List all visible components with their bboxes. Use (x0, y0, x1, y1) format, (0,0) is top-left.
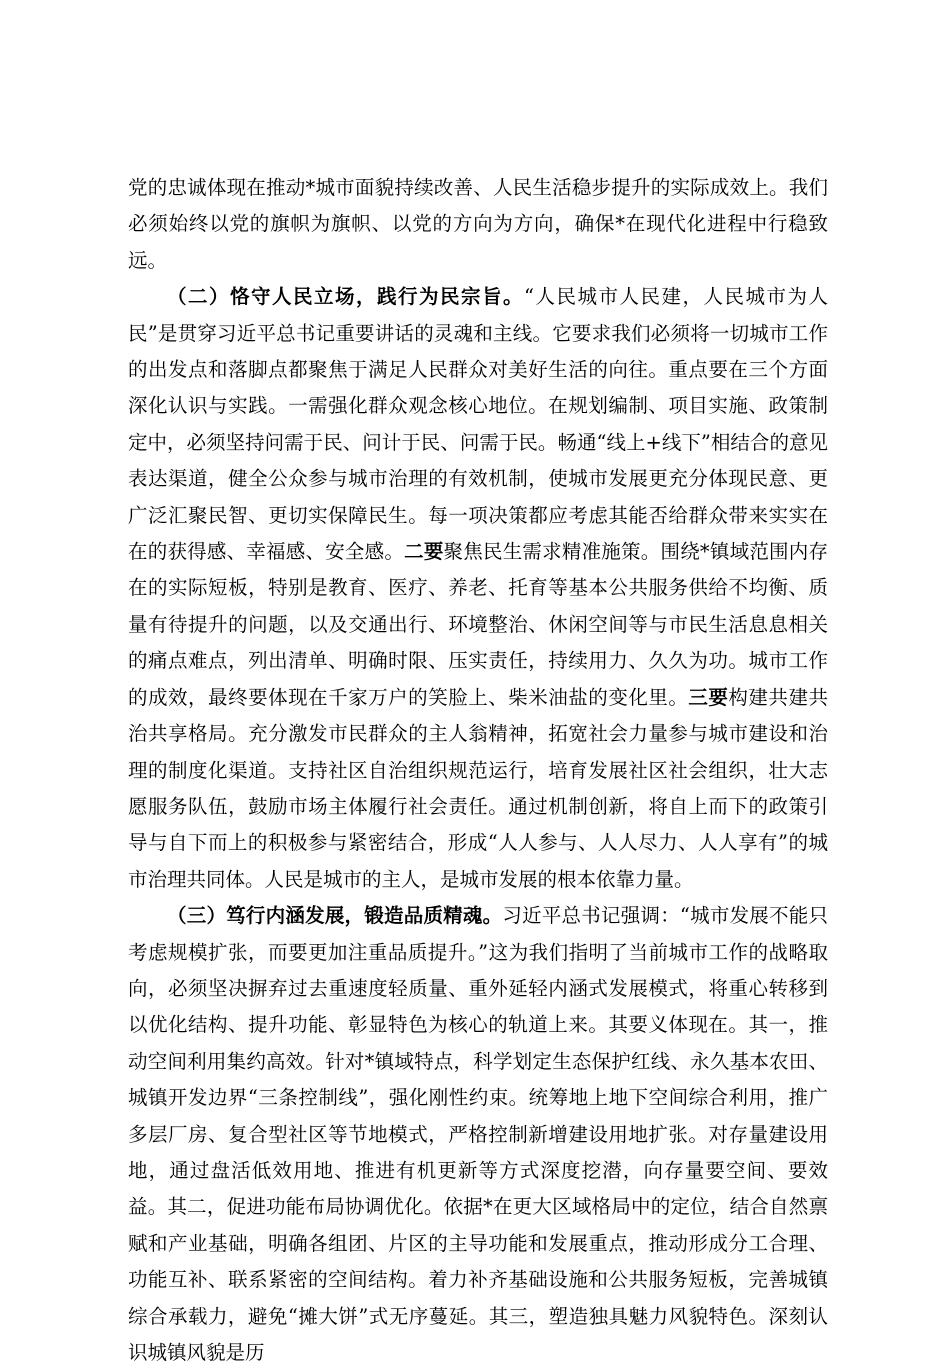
section-heading-three: （三）笃行内涵发展，锻造品质精魂。 (167, 904, 503, 928)
document-page (128, 170, 828, 1371)
paragraph-text: 构建共建共治共享格局。充分激发市民群众的主人翁精神，拓宽社会力量参与城市建设和治理的制度化渠道。支持社区自治组织规范运行，培育发展社区社会组织，壮大志愿服务队伍，鼓励市场主体履行社会责任。通过机制创新，将自上而下的政策引导与自下而上的积极参与紧密结合，形成“人人参与、人人尽力、人人享有”的城市治理共同体。人民是城市的主人，是城市发展的根本依靠力量。 (128, 685, 828, 891)
paragraph-text: 习近平总书记强调：“城市发展不能只考虑规模扩张，而要更加注重品质提升。”这为我们指明了当前城市工作的战略取向，必须坚决摒弃过去重速度轻质量、重外延轻内涵式发展模式，将重心转移到以优化结构、提升功能、彰显特色为核心的轨道上来。其要义体现在。其一，推动空间利用集约高效。针对*镇域特点，科学划定生态保护红线、永久基本农田、城镇开发边界“三条控制线”，强化刚性约束。统筹地上地下空间综合利用，推广多层厂房、复合型社区等节地模式，严格控制新增建设用地扩张。对存量建设用地，通过盘活低效用地、推进有机更新等方式深度挖潜，向存量要空间、要效益。其二，促进功能布局协调优化。依据*在更大区域格局中的定位，结合自然禀赋和产业基础，明确各组团、片区的主导功能和发展重点，推动形成分工合理、功能互补、联系紧密的空间结构。着力补齐基础设施和公共服务短板，完善城镇综合承载力，避免“摊大饼”式无序蔓延。其三，塑造独具魅力风貌特色。深刻认识城镇风貌是历 (128, 904, 828, 1364)
point-label-three: 三要 (688, 685, 729, 709)
section-heading-two: （二）恪守人民立场，践行为民宗旨。 (167, 285, 525, 309)
paragraph-continued: 党的忠诚体现在推动*城市面貌持续改善、人民生活稳步提升的实际成效上。我们必须始终以党的旗帜为旗帜、以党的方向为方向，确保*在现代化进程中行稳致远。 (128, 176, 828, 272)
paragraph-section-three (128, 898, 828, 1371)
paragraph-section-two (128, 279, 828, 898)
point-label-two: 二要 (404, 540, 444, 564)
paragraph-text: “人民城市人民建，人民城市为人民”是贯穿习近平总书记重要讲话的灵魂和主线。它要求我们必须将一切城市工作的出发点和落脚点都聚焦于满足人民群众对美好生活的向往。重点要在三个方面深化认识与实践。一需强化群众观念核心地位。在规划编制、项目实施、政策制定中，必须坚持问需于民、问计于民、问需于民。畅通“线上+线下”相结合的意见表达渠道，健全公众参与城市治理的有效机制，使城市发展更充分体现民意、更广泛汇聚民智、更切实保障民生。每一项决策都应考虑其能否给群众带来实实在在的获得感、幸福感、安全感。 (128, 285, 828, 564)
paragraph-text: 聚焦民生需求精准施策。围绕*镇域范围内存在的实际短板，特别是教育、医疗、养老、托育等基本公共服务供给不均衡、质量有待提升的问题，以及交通出行、环境整治、休闲空间等与市民生活息息相关的痛点难点，列出清单、明确时限、压实责任，持续用力、久久为功。城市工作的成效，最终要体现在千家万户的笑脸上、柴米油盐的变化里。 (128, 540, 828, 709)
